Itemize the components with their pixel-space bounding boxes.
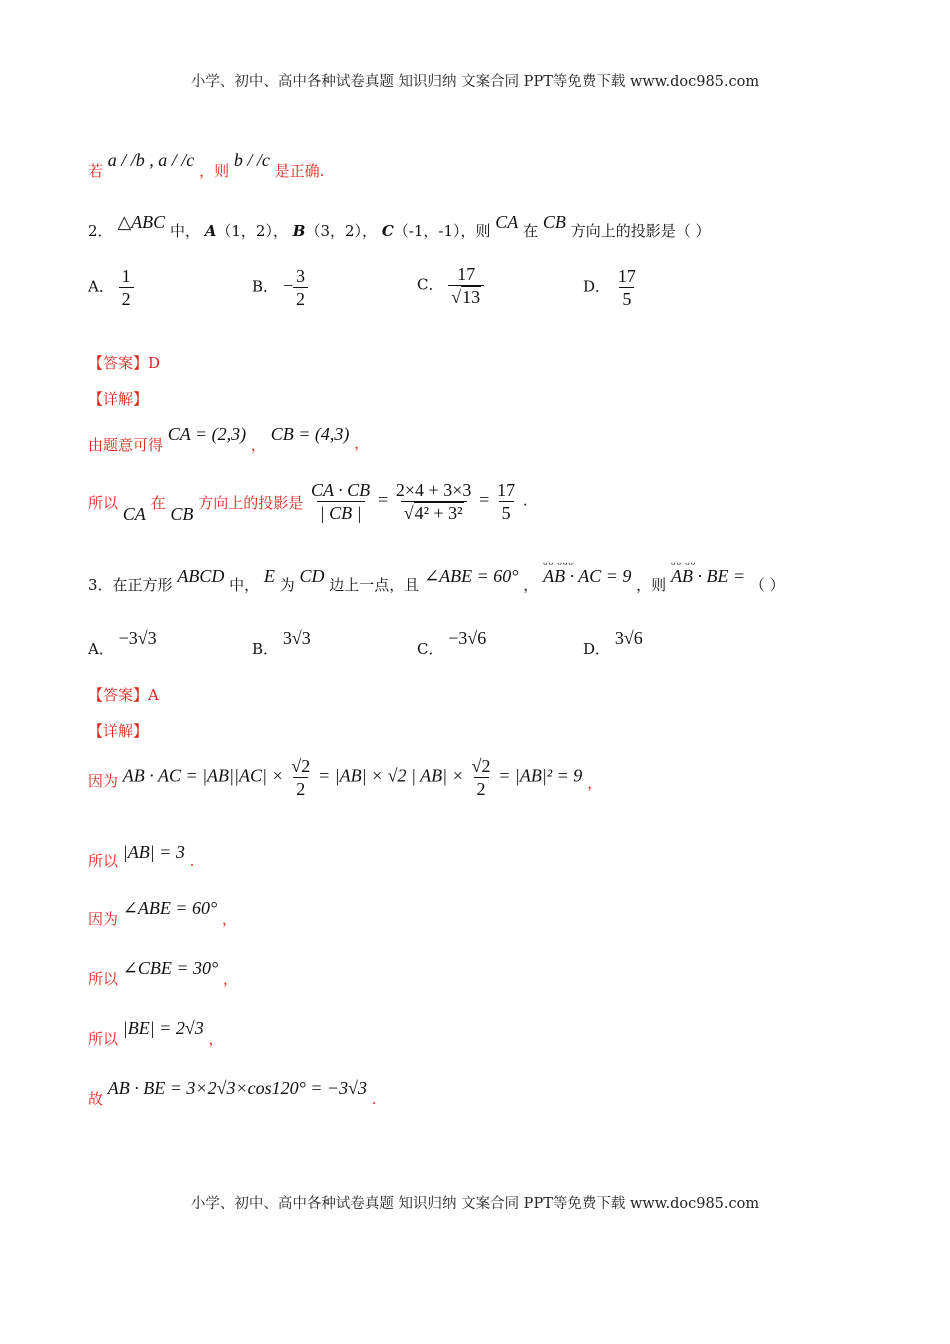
q3-t1: 中， [229, 576, 260, 594]
q2-l1-sep: ， [250, 436, 266, 454]
q2-point-a-coord: （1，2）， [216, 222, 288, 240]
q3-s1-frac2-num: √2 [471, 756, 491, 776]
q2-option-a-fraction [119, 266, 134, 309]
q3-detail-tag: 【详解】 [88, 722, 149, 740]
q2-option-d-fraction [615, 266, 639, 309]
q2-solution-line-1 [88, 424, 370, 454]
q3-s1-frac1-num: √2 [291, 756, 311, 776]
q2-text-b: 方向上的投影是（ ） [570, 222, 711, 240]
q3-ask [670, 557, 746, 587]
q2-option-d-label: D． [583, 277, 611, 296]
q3-answer-tag: 【答案】 [88, 686, 149, 704]
q3-option-a-value: −3√3 [118, 628, 157, 648]
q3-side-cd: CD [299, 566, 325, 586]
q2-stem [88, 212, 711, 240]
q3-option-c-label: C． [417, 640, 444, 658]
q2-l2-result [494, 480, 518, 523]
sqrt-icon: √ [403, 503, 414, 523]
q3-option-b-value: 3√3 [282, 628, 311, 648]
q2-zai: 在 [523, 222, 539, 240]
q2-option-d-num: 17 [617, 266, 636, 286]
q3-solution-line-6 [88, 1078, 377, 1108]
q2-l2-result-den: 5 [499, 501, 514, 523]
q2-option-b-label: B． [252, 277, 279, 296]
q2-l1-ca: CA = (2,3) [167, 424, 247, 444]
page-footer: 小学、初中、高中各种试卷真题 知识归纳 文案合同 PPT等免费下载 www.doc985.com [190, 1196, 760, 1212]
q2-l2-ca: CA [122, 503, 146, 524]
q2-option-b [252, 266, 308, 309]
q3-option-a [88, 628, 157, 658]
q2-point-a: A [204, 222, 217, 240]
q2-answer-tag: 【答案】 [88, 354, 149, 372]
q3-option-c-value: −3√6 [448, 628, 487, 648]
q2-l1-cb: CB = (4,3) [270, 424, 350, 444]
q3-solution-line-3 [88, 898, 238, 928]
q3-s5-math: |BE| = 2√3 [122, 1018, 204, 1038]
q3-t3: 边上一点，且 [329, 576, 420, 594]
q3-solution-line-1 [88, 756, 602, 799]
q2-detail-tag: 【详解】 [88, 390, 149, 408]
q2-l2-frac2 [393, 480, 474, 523]
q3-option-b-label: B． [252, 640, 279, 658]
q3-s2-math: |AB| = 3 [122, 842, 185, 862]
q2-option-a-den: 2 [119, 287, 134, 309]
q3-s4-math: ∠CBE = 30° [122, 958, 219, 978]
q3-s5-end: ， [208, 1030, 224, 1048]
q3-s1-b: = |AB| × √2 | AB| × [318, 765, 464, 786]
q3-option-c [417, 628, 487, 658]
q3-s1-end: ， [587, 773, 603, 792]
q3-stem [88, 557, 785, 594]
q3-s2-end: . [189, 852, 195, 870]
q3-option-b [252, 628, 311, 658]
q3-s1-a: AB · AC = |AB||AC| × [122, 765, 284, 786]
q3-s5-text: 所以 [88, 1030, 119, 1048]
q3-s3-text: 因为 [88, 910, 119, 928]
carryover-condition: a / /b , a / /c [107, 150, 195, 170]
q3-s6-math: AB · BE = 3×2√3×cos120° = −3√3 [107, 1078, 367, 1098]
q2-l2-frac2-den: 4² + 3² [414, 503, 463, 523]
q3-t4: ， [523, 576, 539, 594]
q3-solution-line-2 [88, 842, 195, 870]
q2-option-c-fraction [448, 264, 484, 307]
q2-option-c-num: 17 [457, 264, 476, 284]
q2-l2-frac1 [308, 480, 373, 523]
q2-option-a-label: A． [88, 277, 114, 296]
q3-answer-value: A [148, 686, 159, 704]
q2-option-c-label: C． [417, 275, 444, 294]
q3-t5: ，则 [636, 576, 667, 594]
q3-s1-frac1 [288, 756, 313, 799]
q3-s2-text: 所以 [88, 852, 119, 870]
q3-s3-end: ， [222, 910, 238, 928]
vector-arrow-icon: ᴗᴗ ᴗᴗᴗ [543, 557, 574, 567]
carryover-mid: ，则 [199, 162, 230, 180]
q2-l2-eq2: = [479, 489, 490, 510]
q2-option-b-den: 2 [293, 287, 308, 309]
q3-option-d-label: D． [583, 640, 611, 658]
carryover-suffix: 是正确. [274, 162, 325, 180]
q2-l2-frac1-den: | CB | [317, 501, 365, 523]
q2-vector-cb: CB [542, 212, 566, 232]
q3-point-e: E [263, 566, 275, 586]
q2-l2-cb: CB [170, 503, 194, 524]
q2-l2-result-num: 17 [497, 480, 516, 500]
q2-option-d [583, 266, 639, 309]
q3-option-d-value: 3√6 [614, 628, 643, 648]
q2-point-c-coord: （-1，-1），则 [393, 222, 491, 240]
q2-number: 2． [88, 222, 113, 240]
q2-option-b-sign: − [282, 275, 293, 296]
q2-vector-ca: CA [495, 212, 519, 232]
q3-s1-frac2 [469, 756, 494, 799]
q3-dot-product-text: AB · AC = 9 [543, 566, 632, 586]
q3-t2: 为 [279, 576, 295, 594]
q2-triangle: △ABC [117, 212, 166, 232]
vector-arrow-icon: ᴗᴗ ᴗᴗ [670, 557, 697, 567]
q2-point-b-coord: （3，2）， [305, 222, 378, 240]
q2-answer [88, 352, 160, 373]
q3-dot-product [543, 557, 632, 587]
q2-text-a: 中， [169, 222, 200, 240]
q3-s3-math: ∠ABE = 60° [122, 898, 218, 918]
carryover-prefix: 若 [88, 162, 104, 180]
q2-l1-text: 由题意可得 [88, 436, 164, 454]
q2-option-b-fraction [293, 266, 308, 309]
q2-option-a [88, 266, 134, 309]
q3-solution-line-4 [88, 958, 239, 988]
q2-solution-line-2 [88, 480, 528, 523]
q3-s1-c: = |AB|² = 9 [498, 765, 583, 786]
q2-point-c: C [381, 222, 394, 240]
q2-option-b-num: 3 [295, 266, 305, 286]
q2-l2-dir: 方向上的投影是 [198, 493, 304, 512]
q3-option-a-label: A． [88, 640, 114, 658]
q2-l2-eq: = [377, 489, 389, 510]
q3-s6-end: . [371, 1090, 377, 1108]
carryover-conclusion: b / /c [233, 150, 270, 170]
q3-s1-frac2-den: 2 [474, 777, 489, 799]
q3-s1-frac1-den: 2 [293, 777, 308, 799]
q3-t6: （ ） [749, 576, 785, 594]
q2-option-d-den: 5 [619, 287, 634, 309]
sqrt-icon: √ [451, 287, 462, 307]
q3-s6-text: 故 [88, 1090, 104, 1108]
q3-option-d [583, 628, 643, 658]
q2-l2-end: . [522, 491, 528, 510]
q3-s4-end: ， [223, 970, 239, 988]
q2-l2-frac2-num: 2×4 + 3×3 [395, 480, 472, 500]
q2-l2-zai: 在 [150, 493, 166, 512]
q2-answer-value: D [148, 354, 161, 372]
q2-option-c [417, 264, 484, 307]
q2-point-b: B [292, 222, 306, 240]
q3-s1-text: 因为 [88, 771, 119, 790]
q3-square: ABCD [177, 566, 225, 586]
q2-option-c-den: 13 [462, 287, 481, 307]
q3-number: 3．在正方形 [88, 576, 173, 594]
q2-l2-frac1-num: CA · CB [310, 480, 371, 500]
q3-ask-text: AB · BE = [670, 566, 746, 586]
q3-angle: ∠ABE = 60° [424, 566, 519, 586]
q2-option-a-num: 1 [121, 266, 131, 286]
q2-l2-text: 所以 [88, 493, 119, 512]
q2-l1-end: ， [354, 434, 370, 452]
page-header: 小学、初中、高中各种试卷真题 知识归纳 文案合同 PPT等免费下载 www.doc985.com [190, 74, 760, 90]
q3-solution-line-5 [88, 1018, 224, 1048]
carryover-line [88, 150, 325, 180]
q3-s4-text: 所以 [88, 970, 119, 988]
q3-answer [88, 684, 159, 705]
